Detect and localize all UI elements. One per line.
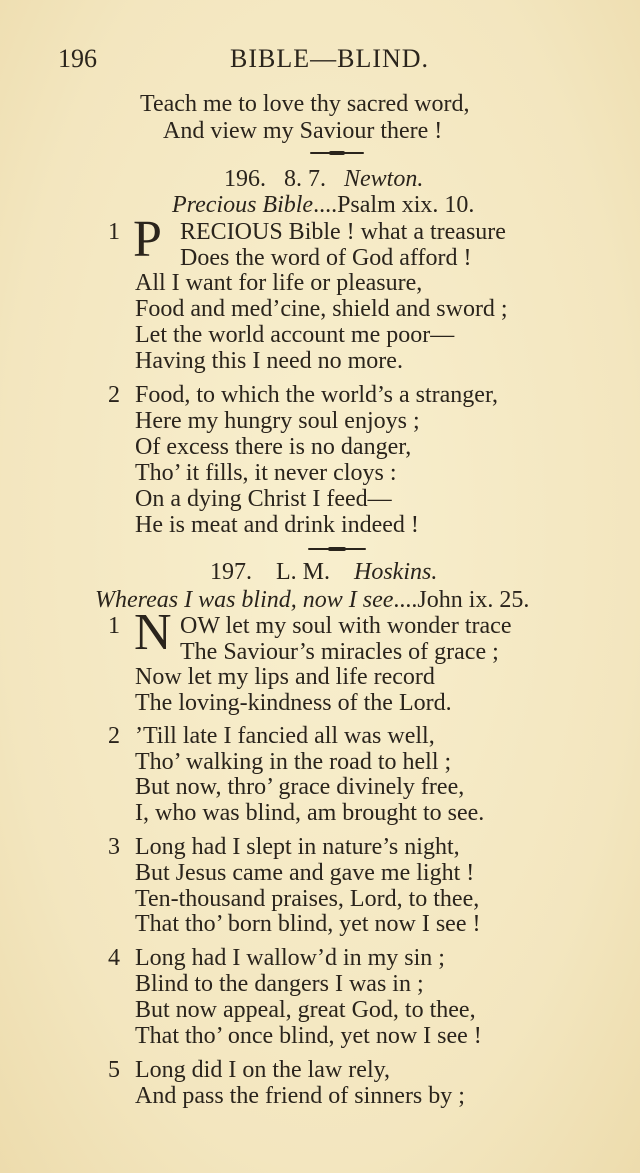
verse-line: Here my hungry soul enjoys ;	[135, 408, 420, 434]
verse-line: Long had I wallow’d in my sin ;	[135, 945, 445, 971]
verse-line: Ten-thousand praises, Lord, to thee,	[135, 886, 480, 912]
verse-number: 2	[108, 382, 120, 408]
verse-line: Having this I need no more.	[135, 348, 403, 374]
drop-cap: N	[134, 604, 172, 661]
drop-cap: P	[133, 211, 162, 268]
verse-line: That tho’ born blind, yet now I see !	[135, 911, 481, 937]
running-title: BIBLE—BLIND.	[230, 44, 430, 73]
carryover-line: Teach me to love thy sacred word,	[140, 91, 470, 117]
verse-line: That tho’ once blind, yet now I see !	[135, 1023, 482, 1049]
hymn-196-title	[172, 191, 474, 219]
verse-line: But now appeal, great God, to thee,	[135, 997, 476, 1023]
verse-line: But Jesus came and gave me light !	[135, 860, 475, 886]
verse-line: I, who was blind, am brought to see.	[135, 800, 485, 826]
verse-line: Blind to the dangers I was in ;	[135, 971, 424, 997]
verse-line: OW let my soul with wonder trace	[180, 613, 512, 639]
verse-number: 1	[108, 219, 120, 245]
hymn-title: now I see	[302, 587, 394, 613]
verse-number: 3	[108, 834, 120, 860]
hymn-meter: L. M.	[276, 559, 330, 585]
hymn-196-heading	[224, 165, 423, 193]
verse-line: The loving-kindness of the Lord.	[135, 690, 452, 716]
verse-line: Does the word of God afford !	[180, 245, 472, 271]
hymn-author: Newton.	[344, 166, 424, 192]
verse-line: But now, thro’ grace divinely free,	[135, 774, 465, 800]
verse-line: Long had I slept in nature’s night,	[135, 834, 460, 860]
verse-number: 1	[108, 613, 120, 639]
page-number: 196	[58, 44, 97, 73]
verse-line: Food, to which the world’s a stranger,	[135, 382, 498, 408]
verse-line: ’Till late I fancied all was well,	[135, 723, 435, 749]
verse-line: Tho’ walking in the road to hell ;	[135, 749, 452, 775]
scripture-reference: ....Psalm xix. 10.	[313, 192, 475, 218]
verse-line: He is meat and drink indeed !	[135, 512, 419, 538]
verse-line: The Saviour’s miracles of grace ;	[180, 639, 499, 665]
scripture-reference: ....John ix. 25.	[393, 587, 530, 613]
verse-line: Long did I on the law rely,	[135, 1057, 391, 1083]
verse-line: Of excess there is no danger,	[135, 434, 412, 460]
hymn-197-heading	[210, 558, 437, 586]
verse-line: RECIOUS Bible ! what a treasure	[180, 219, 506, 245]
verse-line: Let the world account me poor—	[135, 322, 455, 348]
hymn-title: Whereas I was blind,	[95, 587, 297, 613]
verse-number: 5	[108, 1057, 120, 1083]
section-divider	[310, 152, 364, 154]
hymn-number: 196.	[224, 166, 266, 192]
verse-line: And pass the friend of sinners by ;	[135, 1083, 465, 1109]
page-header	[0, 44, 640, 84]
hymn-title: Precious Bible	[172, 192, 314, 218]
hymn-author: Hoskins.	[354, 559, 438, 585]
verse-line: Now let my lips and life record	[135, 664, 435, 690]
hymn-number: 197.	[210, 559, 252, 585]
carryover-line: And view my Saviour there !	[163, 118, 443, 144]
section-divider	[308, 548, 366, 550]
verse-line: All I want for life or pleasure,	[135, 270, 423, 296]
verse-number: 2	[108, 723, 120, 749]
verse-line: Food and med’cine, shield and sword ;	[135, 296, 508, 322]
verse-line: Tho’ it fills, it never cloys :	[135, 460, 397, 486]
verse-number: 4	[108, 945, 120, 971]
hymn-meter: 8. 7.	[284, 166, 326, 192]
verse-line: On a dying Christ I feed—	[135, 486, 392, 512]
